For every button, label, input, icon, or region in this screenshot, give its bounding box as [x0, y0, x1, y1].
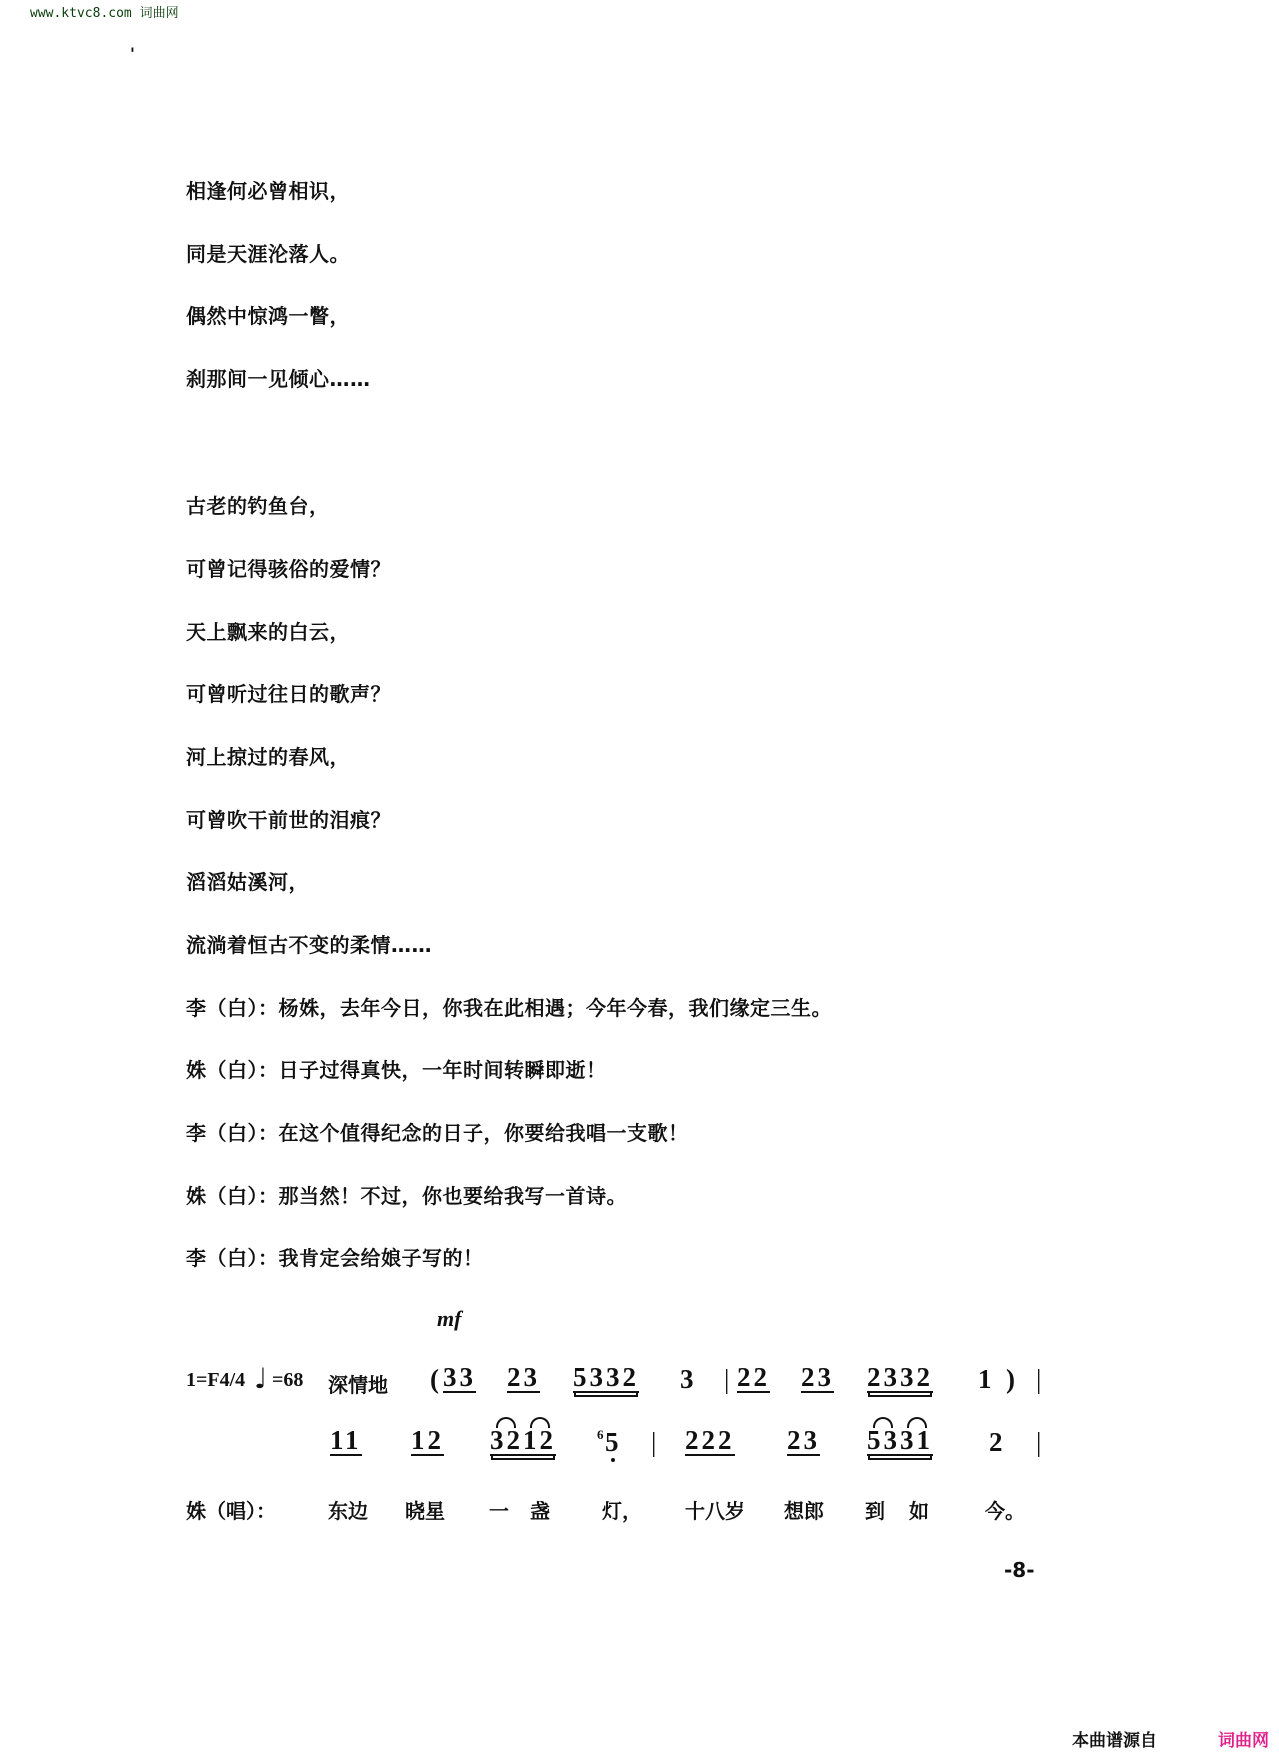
note-group: 23 [787, 1425, 820, 1455]
sung-lyric: 十八岁 [685, 1499, 745, 1523]
note-group: 22 [737, 1362, 770, 1392]
sung-lyric: 一 [489, 1499, 509, 1523]
slur-icon [530, 1417, 550, 1428]
sung-lyric: 东边 [328, 1499, 368, 1523]
sung-lyric: 想郎 [784, 1499, 824, 1523]
note-group [490, 1427, 556, 1456]
tempo: =68 [272, 1369, 304, 1391]
page-number: -8- [1004, 1558, 1035, 1582]
text-line: 相逢何必曾相识， [186, 179, 350, 203]
note-group [867, 1427, 933, 1456]
text-line: 滔滔姑溪河， [186, 870, 309, 894]
sung-lyric: 灯， [602, 1499, 642, 1523]
paren-close: ) [1006, 1364, 1018, 1394]
text-line: 河上掠过的春风， [186, 745, 350, 769]
quarter-note-icon: ♩ [254, 1362, 268, 1395]
sung-lyric: 到 [865, 1499, 885, 1523]
text-line: 可曾记得骇俗的爱情？ [186, 557, 391, 581]
text-line: 可曾听过往日的歌声？ [186, 682, 391, 706]
footer-source: 本曲谱源自 [1072, 1731, 1157, 1751]
note: 1 [978, 1364, 995, 1394]
slur-icon [496, 1417, 516, 1428]
slur-icon [873, 1417, 893, 1428]
text-line: 李（白）：我肯定会给娘子写的！ [186, 1246, 484, 1270]
watermark: www.ktvc8.com 词曲网 [30, 6, 179, 21]
sung-lyric: 盏 [530, 1499, 550, 1523]
footer-site-link[interactable]: 词曲网 [1218, 1731, 1269, 1751]
text-line: 古老的钓鱼台， [186, 494, 330, 518]
note-group: 11 [330, 1425, 362, 1455]
note-group: 222 [685, 1425, 735, 1455]
sung-lyric: 如 [909, 1499, 929, 1523]
text-line: 流淌着恒古不变的柔情…… [186, 933, 432, 957]
singer-label: 姝（唱）： [186, 1499, 276, 1523]
sung-lyric: 今。 [985, 1499, 1025, 1523]
note: 3 [680, 1364, 697, 1394]
note-group: 23 [507, 1362, 540, 1392]
note-group: 2332 [867, 1362, 933, 1392]
text-line: 同是天涯沦落人。 [186, 242, 350, 266]
text-line: 姝（白）：日子过得真快，一年时间转瞬即逝！ [186, 1058, 607, 1082]
expression-mark: 深情地 [328, 1373, 388, 1397]
bar-line: | [1036, 1427, 1045, 1457]
low-octave-dot [611, 1458, 615, 1462]
note-group: 12 [411, 1425, 444, 1455]
note-group: 23 [801, 1362, 834, 1392]
text-line: 天上飘来的白云， [186, 620, 350, 644]
notes: 3212 [490, 1425, 556, 1455]
paren-open: ( [430, 1364, 442, 1394]
note: 2 [989, 1427, 1006, 1457]
bar-line: | [724, 1364, 733, 1394]
bar-line: | [651, 1427, 660, 1457]
sung-lyric: 晓星 [405, 1499, 445, 1523]
scan-mark: ꞌ [130, 44, 135, 63]
text-line: 姝（白）：那当然！不过，你也要给我写一首诗。 [186, 1184, 627, 1208]
bar-line: | [1036, 1364, 1045, 1394]
text-line: 刹那间一见倾心…… [186, 367, 371, 391]
text-line: 李（白）：杨姝，去年今日，你我在此相遇；今年今春，我们缘定三生。 [186, 996, 832, 1020]
dynamic-mark: mf [437, 1306, 462, 1331]
text-line: 李（白）：在这个值得纪念的日子，你要给我唱一支歌！ [186, 1121, 689, 1145]
key-signature: 1=F4/4 [186, 1369, 246, 1391]
note-group: 5332 [573, 1362, 639, 1392]
note-low: 5 [605, 1427, 622, 1457]
text-line: 偶然中惊鸿一瞥， [186, 304, 350, 328]
slur-icon [907, 1417, 927, 1428]
text-line: 可曾吹干前世的泪痕？ [186, 808, 391, 832]
note-group: 33 [443, 1362, 476, 1392]
grace-note: 6 [597, 1427, 604, 1442]
notes: 5331 [867, 1425, 933, 1455]
